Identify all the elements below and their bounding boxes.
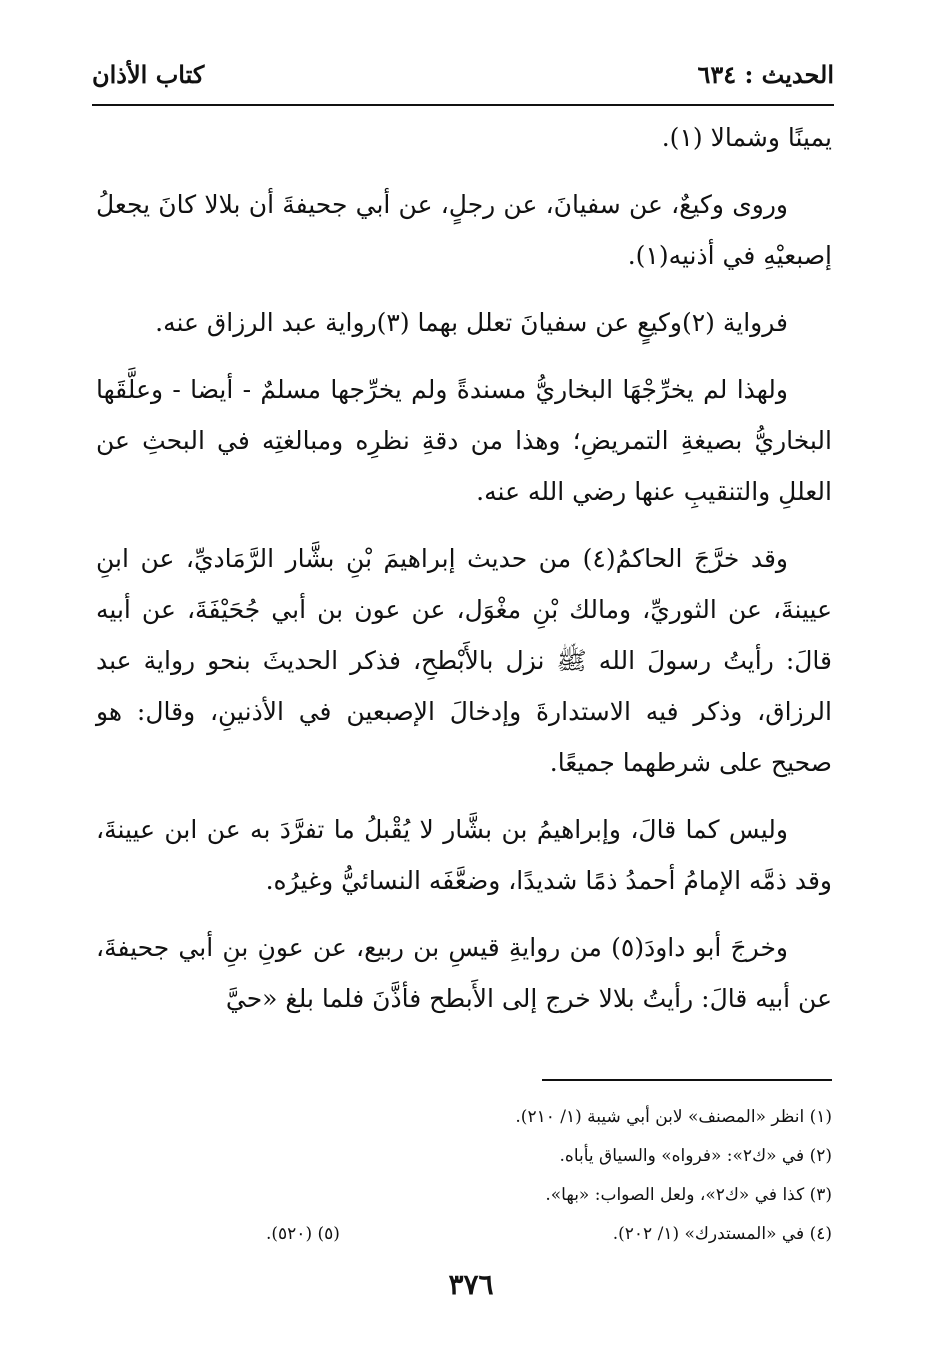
- footnote: (٤) في «المستدرك» (١/ ٢٠٢).: [612, 1224, 832, 1244]
- paragraph: يمينًا وشمالا (١).: [661, 123, 832, 152]
- paragraph: فرواية (٢)وكيعٍ عن سفيانَ تعلل بهما (٣)رواية عبد الرزاق عنه.: [155, 308, 788, 337]
- footnote: (٥) (٥٢٠).: [266, 1224, 340, 1244]
- paragraph: وليس كما قالَ، وإبراهيمُ بن بشَّار لا يُقْبلُ ما تفرَّدَ به عن ابن عيينةَ، وقد ذمَّه الإمامُ أحمدُ ذمًا شديدًا، وضعَّفَه النسائيُّ وغيرُه.: [96, 815, 832, 895]
- main-text: [96, 112, 832, 1040]
- footnotes: [96, 1098, 832, 1254]
- paragraph: وقد خرَّجَ الحاكمُ(٤) من حديث إبراهيمَ بْنِ بشَّار الرَّمَاديِّ، عن ابنِ عيينةَ، عن الثوريِّ، ومالك بْنِ مغْوَل، عن عون بن أبي جُحَيْفَةَ، عن أبيه قالَ: رأيتُ رسولَ الله ﷺ نزل بالأَبْطحِ، فذكر الحديثَ بنحو رواية عبد الرزاق، وذكر فيه الاستدارةَ وإدخالَ الإصبعين في الأذنينِ، وقال: هو صحيح على شرطهما جميعًا.: [96, 544, 832, 777]
- footnote-divider: [542, 1079, 832, 1081]
- page-number: ٣٧٦: [448, 1268, 494, 1301]
- header-divider: [92, 104, 834, 106]
- running-header: [92, 60, 834, 104]
- paragraph: ولهذا لم يخرِّجْهَا البخاريُّ مسندةً ولم يخرِّجها مسلمٌ - أيضا - وعلَّقَها البخاريُّ بصيغةِ التمريضِ؛ وهذا من دقةِ نظرِه ومبالغتِه في البحثِ عن العللِ والتنقيبِ عنها رضي الله عنه.: [96, 375, 832, 506]
- footnote: (١) انظر «المصنف» لابن أبي شيبة (١/ ٢١٠).: [515, 1107, 832, 1127]
- footnote: (٢) في «ك٢»: «فرواه» والسياق يأباه.: [559, 1146, 832, 1166]
- paragraph: وروى وكيعٌ، عن سفيانَ، عن رجلٍ، عن أبي جحيفةَ أن بلالا كانَ يجعلُ إصبعيْهِ في أذنيه(١).: [96, 190, 832, 270]
- paragraph: وخرجَ أبو داودَ(٥) من روايةِ قيسِ بن ربيع، عن عونِ بنِ أبي جحيفةَ، عن أبيه قالَ: رأيتُ بلالا خرج إلى الأَبطح فأذَّنَ فلما بلغ «حيَّ: [96, 933, 832, 1013]
- hadith-reference: الحديث : ٦٣٤: [697, 60, 834, 89]
- footnote-row: [96, 1215, 832, 1254]
- book-title: كتاب الأذان: [92, 60, 205, 89]
- footnote: (٣) كذا في «ك٢»، ولعل الصواب: «بها».: [545, 1185, 832, 1205]
